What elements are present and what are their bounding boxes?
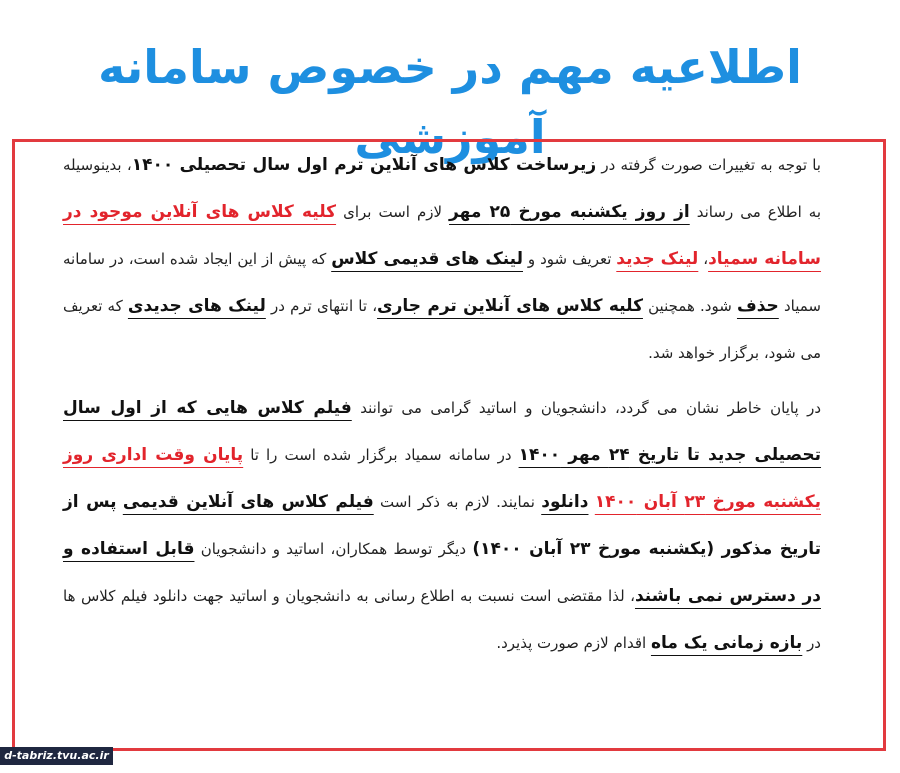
bold-text-segment: پس از تاریخ مذکور (یکشنبه مورخ ۲۳ آبان ۱۴۰۰) [63, 492, 821, 559]
text-segment: ، بدینوسیله به اطلاع می رساند [63, 156, 821, 221]
paragraph-1 [63, 142, 821, 377]
bold-text-segment: زیرساخت کلاس های آنلاین ترم اول سال تحصیلی ۱۴۰۰ [131, 155, 597, 175]
bold-text-segment: دانلود [541, 492, 589, 512]
text-segment: که تعریف می شود، برگزار خواهد شد. [63, 297, 821, 362]
text-segment: ، [698, 250, 709, 268]
text-segment: لازم است برای [336, 203, 450, 221]
bold-text-segment: لینک های جدیدی [127, 296, 266, 316]
bold-text-segment: کلیه کلاس های آنلاین ترم جاری [377, 296, 643, 316]
text-segment: دیگر توسط همکاران، اساتید و دانشجویان [194, 540, 473, 558]
text-segment: نمایند. لازم به ذکر است [373, 493, 542, 511]
bold-text-segment: از روز یکشنبه مورخ ۲۵ مهر [449, 202, 690, 222]
bold-text-segment: حذف [736, 296, 779, 316]
announcement-body [63, 142, 821, 667]
text-segment: اقدام لازم صورت پذیرد. [496, 634, 651, 652]
bold-text-segment: پایان وقت اداری روز یکشنبه مورخ ۲۳ آبان ۱۴۰۰ [63, 445, 822, 512]
bold-text-segment: لینک های قدیمی کلاس [331, 249, 523, 269]
text-segment: با توجه به تغییرات صورت گرفته در [596, 156, 821, 174]
text-segment: شود. همچنین [642, 297, 737, 315]
bold-text-segment: فیلم کلاس های آنلاین قدیمی [122, 492, 374, 512]
bold-text-segment: فیلم کلاس هایی که از اول سال تحصیلی جدید تا تاریخ ۲۴ مهر ۱۴۰۰ [63, 398, 822, 465]
footer-url[interactable]: d-tabriz.tvu.ac.ir [0, 747, 113, 765]
bold-text-segment: بازه زمانی یک ماه [650, 633, 803, 653]
bold-text-segment: کلیه کلاس های آنلاین موجود در سامانه سمیاد [63, 202, 822, 269]
text-segment: در پایان خاطر نشان می گردد، دانشجویان و اساتید گرامی می توانند [351, 399, 821, 417]
text-segment: در سامانه سمیاد برگزار شده است را تا [243, 446, 519, 464]
bold-text-segment: لینک جدید [616, 249, 699, 269]
page-title: اطلاعیه مهم در خصوص سامانه آموزشی [98, 40, 802, 164]
text-segment: ، لذا مقتضی است نسبت به اطلاع رسانی به دانشجویان و اساتید جهت دانلود فیلم کلاس ها در [63, 587, 821, 652]
bold-text-segment: قابل استفاده و در دسترس نمی باشند [63, 539, 821, 606]
paragraph-2 [63, 385, 821, 667]
text-segment: تعریف شود و [523, 250, 617, 268]
text-segment: ، تا انتهای ترم در [265, 297, 378, 315]
text-segment: که پیش از این ایجاد شده است، در سامانه سمیاد [63, 250, 821, 315]
